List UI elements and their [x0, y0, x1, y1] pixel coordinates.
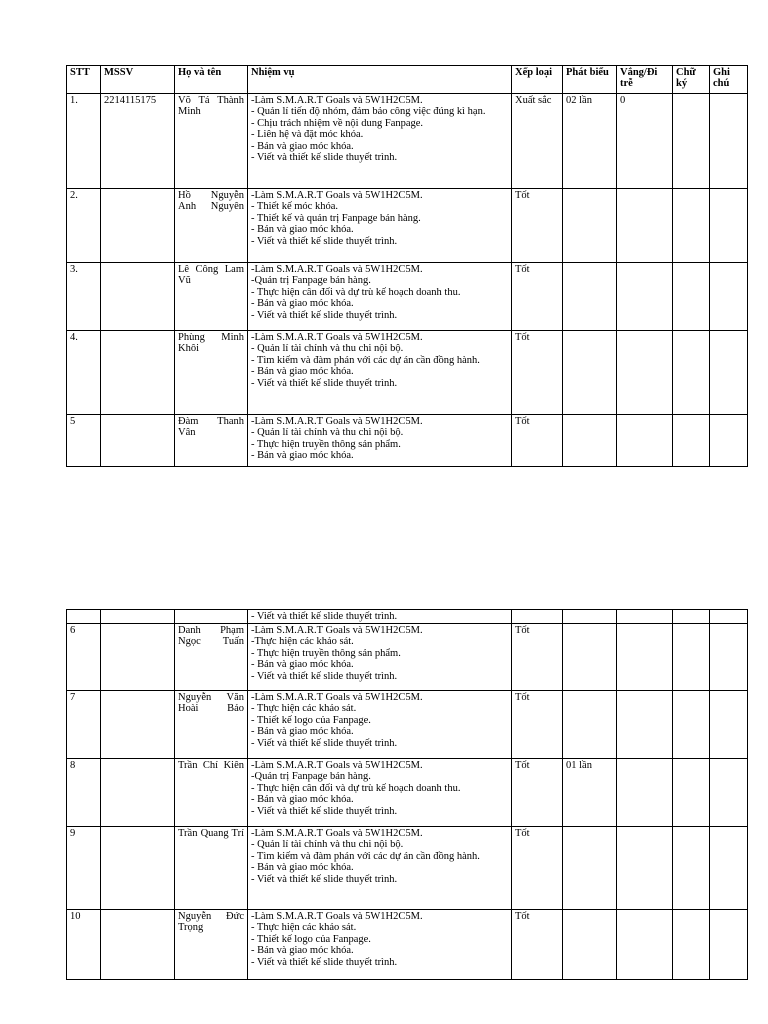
task-line: - Bán và giao móc khóa. — [251, 140, 354, 152]
tasks-cell — [248, 94, 512, 189]
signature-cell — [673, 624, 710, 691]
absent-cell — [617, 263, 673, 331]
table-row — [67, 331, 748, 415]
task-line: - Tìm kiếm và đàm phán với các dự án cần đồng hành. — [251, 354, 480, 366]
tasks-cell — [248, 263, 512, 331]
name-cell: Nguyễn Đức Trọng — [175, 910, 248, 980]
stt-cell: 10 — [67, 910, 101, 980]
student-id-cell — [101, 910, 175, 980]
tasks-cell — [248, 624, 512, 691]
member-table-page-2 — [66, 609, 748, 980]
student-id-cell — [101, 415, 175, 467]
rank-cell: Tốt — [512, 759, 563, 827]
absent-cell — [617, 415, 673, 467]
signature-cell — [673, 691, 710, 759]
task-line: - Bán và giao móc khóa. — [251, 862, 354, 874]
task-line: - Bán và giao móc khóa. — [251, 450, 354, 462]
note-cell — [710, 910, 748, 980]
speak-cell: 01 lần — [563, 759, 617, 827]
stt-cell: 4. — [67, 331, 101, 415]
absent-cell — [617, 759, 673, 827]
task-line: -Làm S.M.A.R.T Goals và 5W1H2C5M. — [251, 760, 423, 771]
name-cell: Nguyễn Văn Hoài Bảo — [175, 691, 248, 759]
speak-cell — [563, 624, 617, 691]
task-line: - Quản lí tài chính và thu chi nội bộ. — [251, 343, 404, 355]
signature-cell — [673, 331, 710, 415]
task-line: - Thực hiện cân đối và dự trù kế hoạch doanh thu. — [251, 782, 461, 794]
task-line: - Bán và giao móc khóa. — [251, 726, 354, 738]
absent-cell — [617, 691, 673, 759]
table-row — [67, 624, 748, 691]
table-row — [67, 189, 748, 263]
task-line: - Viết và thiết kế slide thuyết trình. — [251, 611, 398, 622]
task-line: - Thực hiện truyền thông sản phẩm. — [251, 438, 401, 450]
note-cell — [710, 691, 748, 759]
absent-cell — [617, 189, 673, 263]
task-line: - Viết và thiết kế slide thuyết trình. — [251, 670, 398, 682]
table-row — [67, 759, 748, 827]
signature-cell — [673, 94, 710, 189]
note-cell — [710, 263, 748, 331]
table-row — [67, 827, 748, 910]
rank-cell: Tốt — [512, 691, 563, 759]
stt-cell: 3. — [67, 263, 101, 331]
task-line: -Làm S.M.A.R.T Goals và 5W1H2C5M. — [251, 264, 423, 275]
stt-cell: 7 — [67, 691, 101, 759]
task-line: - Viết và thiết kế slide thuyết trình. — [251, 309, 398, 321]
speak-cell — [563, 610, 617, 624]
stt-cell: 6 — [67, 624, 101, 691]
student-id-cell — [101, 759, 175, 827]
tasks-cell — [248, 827, 512, 910]
task-line: - Quản lí tiến độ nhóm, đảm bảo công việc đúng kì hạn. — [251, 106, 486, 118]
signature-cell — [673, 910, 710, 980]
column-header-speak: Phát biểu — [563, 66, 617, 94]
absent-cell — [617, 331, 673, 415]
rank-cell: Tốt — [512, 331, 563, 415]
note-cell — [710, 624, 748, 691]
task-line: - Thực hiện các khảo sát. — [251, 703, 357, 715]
note-cell — [710, 415, 748, 467]
student-id-cell — [101, 263, 175, 331]
task-line: - Bán và giao móc khóa. — [251, 794, 354, 806]
absent-cell: 0 — [617, 94, 673, 189]
rank-cell: Tốt — [512, 827, 563, 910]
task-line: - Viết và thiết kế slide thuyết trình. — [251, 235, 398, 247]
rank-cell: Tốt — [512, 624, 563, 691]
table-row — [67, 691, 748, 759]
student-id-cell: 2214115175 — [101, 94, 175, 189]
speak-cell: 02 lần — [563, 94, 617, 189]
student-id-cell — [101, 691, 175, 759]
name-cell: Võ Tá Thành Minh — [175, 94, 248, 189]
rank-cell: Tốt — [512, 415, 563, 467]
note-cell — [710, 94, 748, 189]
note-cell — [710, 827, 748, 910]
stt-cell: 5 — [67, 415, 101, 467]
task-line: - Liên hệ và đặt móc khóa. — [251, 129, 364, 141]
tasks-cell — [248, 331, 512, 415]
task-line: -Làm S.M.A.R.T Goals và 5W1H2C5M. — [251, 416, 423, 427]
stt-cell: 9 — [67, 827, 101, 910]
table-row — [67, 415, 748, 467]
speak-cell — [563, 331, 617, 415]
table-row — [67, 910, 748, 980]
name-cell: Lê Công Lam Vũ — [175, 263, 248, 331]
task-line: - Thiết kế logo của Fanpage. — [251, 933, 371, 945]
task-line: -Làm S.M.A.R.T Goals và 5W1H2C5M. — [251, 692, 423, 703]
task-line: - Viết và thiết kế slide thuyết trình. — [251, 377, 398, 389]
task-line: -Làm S.M.A.R.T Goals và 5W1H2C5M. — [251, 95, 423, 106]
name-cell: Trần Quang Trí — [175, 827, 248, 910]
task-line: -Làm S.M.A.R.T Goals và 5W1H2C5M. — [251, 332, 423, 343]
speak-cell — [563, 263, 617, 331]
name-cell: Phùng Minh Khôi — [175, 331, 248, 415]
student-id-cell — [101, 331, 175, 415]
speak-cell — [563, 415, 617, 467]
speak-cell — [563, 189, 617, 263]
note-cell — [710, 759, 748, 827]
rank-cell: Xuất sắc — [512, 94, 563, 189]
task-line: - Quản lí tài chính và thu chi nội bộ. — [251, 427, 404, 439]
column-header-rank: Xếp loại — [512, 66, 563, 94]
rank-cell — [512, 610, 563, 624]
tasks-cell — [248, 610, 512, 624]
student-id-cell — [101, 624, 175, 691]
rank-cell: Tốt — [512, 189, 563, 263]
task-line: - Quản lí tài chính và thu chi nội bộ. — [251, 839, 404, 851]
task-line: - Thực hiện các khảo sát. — [251, 922, 357, 934]
member-table-page-1 — [66, 65, 748, 467]
absent-cell — [617, 910, 673, 980]
student-id-cell — [101, 610, 175, 624]
table-row — [67, 94, 748, 189]
stt-cell — [67, 610, 101, 624]
absent-cell — [617, 827, 673, 910]
name-cell: Danh Phạm Ngọc Tuấn — [175, 624, 248, 691]
name-cell: Đàm Thanh Vân — [175, 415, 248, 467]
tasks-cell — [248, 415, 512, 467]
task-line: - Thiết kế và quản trị Fanpage bán hàng. — [251, 212, 421, 224]
task-line: -Làm S.M.A.R.T Goals và 5W1H2C5M. — [251, 625, 423, 636]
tasks-cell — [248, 759, 512, 827]
name-cell: Trần Chí Kiên — [175, 759, 248, 827]
task-line: - Viết và thiết kế slide thuyết trình. — [251, 737, 398, 749]
task-line: -Thực hiện các khảo sát. — [251, 636, 354, 648]
column-header-absent: Vắng/Đi trễ — [617, 66, 673, 94]
signature-cell — [673, 189, 710, 263]
task-line: - Bán và giao móc khóa. — [251, 366, 354, 378]
rank-cell: Tốt — [512, 910, 563, 980]
table-row — [67, 263, 748, 331]
column-header-note: Ghi chú — [710, 66, 748, 94]
rank-cell: Tốt — [512, 263, 563, 331]
task-line: -Quản trị Fanpage bán hàng. — [251, 275, 371, 287]
signature-cell — [673, 263, 710, 331]
speak-cell — [563, 827, 617, 910]
student-id-cell — [101, 827, 175, 910]
column-header-tasks: Nhiệm vụ — [248, 66, 512, 94]
task-line: - Thực hiện cân đối và dự trù kế hoạch doanh thu. — [251, 286, 461, 298]
speak-cell — [563, 910, 617, 980]
column-header-name: Họ và tên — [175, 66, 248, 94]
task-line: - Thực hiện truyền thông sản phẩm. — [251, 647, 401, 659]
stt-cell: 1. — [67, 94, 101, 189]
note-cell — [710, 331, 748, 415]
absent-cell — [617, 624, 673, 691]
absent-cell — [617, 610, 673, 624]
tasks-cell — [248, 691, 512, 759]
signature-cell — [673, 759, 710, 827]
column-header-stt: STT — [67, 66, 101, 94]
task-line: - Bán và giao móc khóa. — [251, 945, 354, 957]
task-line: - Viết và thiết kế slide thuyết trình. — [251, 956, 398, 968]
task-line: - Viết và thiết kế slide thuyết trình. — [251, 873, 398, 885]
signature-cell — [673, 415, 710, 467]
task-line: - Viết và thiết kế slide thuyết trình. — [251, 152, 398, 164]
tasks-cell — [248, 189, 512, 263]
task-line: - Viết và thiết kế slide thuyết trình. — [251, 805, 398, 817]
speak-cell — [563, 691, 617, 759]
student-id-cell — [101, 189, 175, 263]
task-line: - Thiết kế logo của Fanpage. — [251, 714, 371, 726]
task-line: -Làm S.M.A.R.T Goals và 5W1H2C5M. — [251, 190, 423, 201]
task-line: -Quản trị Fanpage bán hàng. — [251, 771, 371, 783]
name-cell — [175, 610, 248, 624]
column-header-sign: Chữ ký — [673, 66, 710, 94]
note-cell — [710, 610, 748, 624]
table-row — [67, 610, 748, 624]
name-cell: Hồ Nguyễn Anh Nguyên — [175, 189, 248, 263]
stt-cell: 2. — [67, 189, 101, 263]
stt-cell: 8 — [67, 759, 101, 827]
task-line: - Thiết kế móc khóa. — [251, 201, 338, 213]
task-line: -Làm S.M.A.R.T Goals và 5W1H2C5M. — [251, 911, 423, 922]
task-line: - Bán và giao móc khóa. — [251, 224, 354, 236]
signature-cell — [673, 827, 710, 910]
column-header-mssv: MSSV — [101, 66, 175, 94]
header-row — [67, 66, 748, 94]
task-line: - Tìm kiếm và đàm phán với các dự án cần đồng hành. — [251, 850, 480, 862]
signature-cell — [673, 610, 710, 624]
note-cell — [710, 189, 748, 263]
task-line: -Làm S.M.A.R.T Goals và 5W1H2C5M. — [251, 828, 423, 839]
task-line: - Bán và giao móc khóa. — [251, 298, 354, 310]
task-line: - Bán và giao móc khóa. — [251, 659, 354, 671]
tasks-cell — [248, 910, 512, 980]
task-line: - Chịu trách nhiệm về nội dung Fanpage. — [251, 117, 424, 129]
